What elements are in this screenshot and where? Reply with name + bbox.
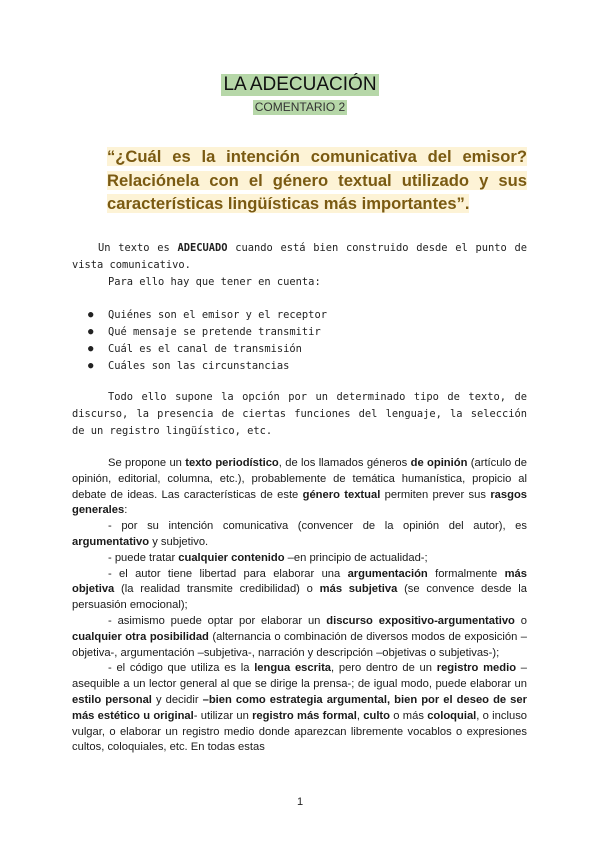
analysis-line-3: - puede tratar cualquier contenido –en principio de actualidad-; bbox=[108, 551, 428, 564]
paragraph-summary: Todo ello supone la opción por un determinado tipo de texto, de discurso, la presencia de ciertas funciones del lenguaje, la selección de un registro lingüístico, etc. bbox=[72, 391, 527, 437]
list-item-text: Cuáles son las circunstancias bbox=[108, 360, 290, 372]
analysis-line-6: - el código que utiliza es la lengua escrita, pero dentro de un registro medio –asequible a un lector general al que se dirige la prensa-; de igual modo, puede elaborar un estilo personal y decidir –bien como estrategia argumental, bien por el deseo de ser más estético u original- utilizar un registro más formal, culto o más coloquial, o incluso vulgar, o elaborar un registro medio donde aparezcan libremente vocablos o expresiones cultos, coloquiales, etc. En todas estas bbox=[72, 662, 528, 754]
question-text: “¿Cuál es la intención comunicativa del emisor? Relaciónela con el género textual utilizado y sus características lingüísticas más importantes”. bbox=[107, 147, 527, 213]
list-item bbox=[88, 358, 528, 375]
considerations-list bbox=[88, 307, 528, 375]
list-item-text: Quiénes son el emisor y el receptor bbox=[108, 309, 327, 321]
document-title: LA ADECUACIÓN bbox=[223, 74, 377, 95]
analysis-line-1: Se propone un texto periodístico, de los llamados géneros de opinión (artículo de opinión, editorial, columna, etc.), probablemente de temática humanística, propicio al debate de ideas. Las características de este género textual permiten prever sus rasgos generales: bbox=[72, 457, 527, 517]
paragraph-definition bbox=[72, 240, 527, 274]
list-item bbox=[88, 341, 528, 358]
bullet-icon: ● bbox=[88, 361, 94, 371]
bullet-icon: ● bbox=[88, 344, 94, 354]
list-item bbox=[88, 307, 528, 324]
definition-keyword: ADECUADO bbox=[177, 242, 228, 254]
analysis-line-4: - el autor tiene libertad para elaborar una argumentación formalmente más objetiva (la realidad transmite credibilidad) o más subjetiva (se convence desde la persuasión emocional); bbox=[72, 567, 527, 612]
analysis-line-2: - por su intención comunicativa (convencer de la opinión del autor), es argumentativo y subjetivo. bbox=[72, 520, 527, 548]
paragraph-intro-list: Para ello hay que tener en cuenta: bbox=[108, 276, 321, 288]
bullet-icon: ● bbox=[88, 327, 94, 337]
page-number: 1 bbox=[296, 796, 304, 808]
bullet-icon: ● bbox=[88, 310, 94, 320]
subtitle-container bbox=[0, 98, 600, 116]
document-subtitle: COMENTARIO 2 bbox=[254, 100, 346, 114]
definition-part-a: Un texto es bbox=[98, 242, 178, 254]
list-item-text: Qué mensaje se pretende transmitir bbox=[108, 326, 321, 338]
list-item-text: Cuál es el canal de transmisión bbox=[108, 343, 302, 355]
title-container bbox=[0, 74, 600, 96]
analysis-line-5: - asimismo puede optar por elaborar un discurso expositivo-argumentativo o cualquier otra posibilidad (alternancia o combinación de diversos modos de exposición –objetiva-, argumentación –subjetiva-, narración y descripción –objetivas o subjetivas-); bbox=[72, 614, 528, 659]
definition-part-c: cuando está bien construido desde el punto de vista comunicativo. bbox=[72, 242, 527, 271]
question-block bbox=[107, 145, 527, 216]
list-item bbox=[88, 324, 528, 341]
paragraph-analysis bbox=[72, 456, 527, 756]
